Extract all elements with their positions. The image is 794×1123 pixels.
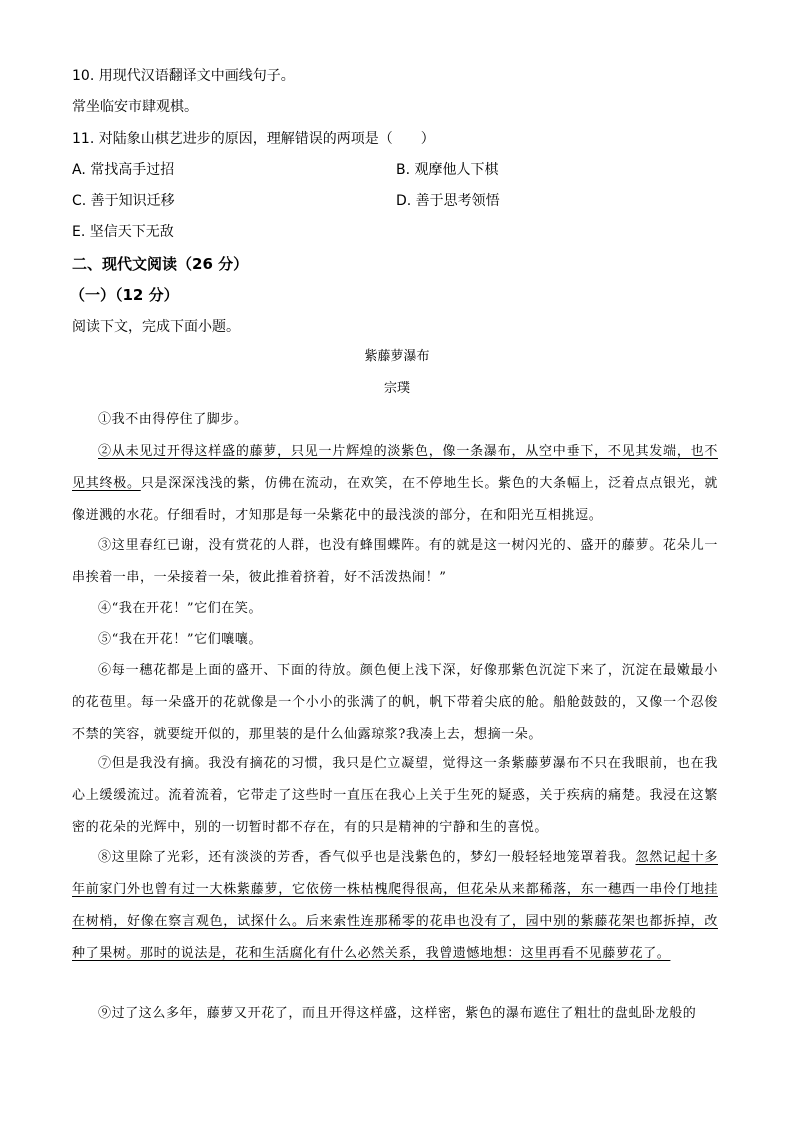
paragraph-9: ⑨过了这么多年，藤萝又开花了，而且开得这样盛，这样密，紫色的瀑布遮住了粗壮的盘虬卧龙般的	[98, 1006, 697, 1021]
part-heading: （一）（12 分）	[70, 286, 179, 304]
option-b: B. 观摩他人下棋	[396, 162, 499, 178]
question-10-label: 10. 用现代汉语翻译文中画线句子。	[72, 68, 295, 84]
paragraph-2-rest: 只是深深浅浅的紫，仿佛在流动，在欢笑，在不停地生长。紫色的大条幅上，泛着点点银光，就像迸溅的水花。仔细看时，才知那是每一朵紫花中的最浅淡的部分，在和阳光互相挑逗。	[72, 476, 718, 523]
paragraph-8	[72, 842, 718, 970]
paragraph-8-start: ⑧这里除了光彩，还有淡淡的芳香，香气似乎也是浅紫色的，梦幻一般轻轻地笼罩着我。	[98, 850, 636, 865]
underlined-passage-8: 忽然记起十多年前家门外也曾有过一大株紫藤萝，它依傍一株枯槐爬得很高，但花朵从来都稀落，东一穗西一串伶仃地挂在树梢，好像在察言观色，试探什么。后来索性连那稀零的花串也没有了，园中别的紫藤花架也都拆掉，改种了果树。那时的说法是，花和生活腐化有什么必然关系，我曾遗憾地想：这里再看不见藤萝花了。	[72, 850, 718, 961]
paragraph-4: ④“我在开花！”它们在笑。	[98, 601, 263, 616]
paragraph-2	[72, 436, 718, 532]
paragraph-5: ⑤“我在开花！”它们嚷嚷。	[98, 632, 263, 647]
question-10-sentence: 常坐临安市肆观棋。	[72, 99, 198, 115]
paragraph-6: ⑥每一穗花都是上面的盛开、下面的待放。颜色便上浅下深，好像那紫色沉淀下来了，沉淀在最嫩最小的花苞里。每一朵盛开的花就像是一个小小的张满了的帆，帆下带着尖底的舱。船舱鼓鼓的，又像一个忍俊不禁的笑容，就要绽开似的，那里装的是什么仙露琼浆?我凑上去，想摘一朵。	[72, 663, 718, 742]
underlined-sentence-2: ②从未见过开得这样盛的藤萝，只见一片辉煌的淡紫色，像一条瀑布，从空中垂下，不见其发端，也不见其终极。	[72, 444, 718, 491]
paragraph-1: ①我不由得停住了脚步。	[98, 412, 248, 427]
article-author: 宗璞	[383, 381, 410, 396]
article-title: 紫藤萝瀑布	[364, 349, 430, 364]
option-c: C. 善于知识迁移	[72, 193, 175, 209]
reading-instruction: 阅读下文，完成下面小题。	[72, 319, 240, 335]
option-a: A. 常找高手过招	[72, 162, 175, 178]
paragraph-3: ③这里春红已谢，没有赏花的人群，也没有蜂围蝶阵。有的就是这一树闪光的、盛开的藤萝。花朵儿一串挨着一串，一朵接着一朵，彼此推着挤着，好不活泼热闹！”	[72, 538, 718, 585]
option-d: D. 善于思考领悟	[396, 193, 500, 209]
question-11-label: 11. 对陆象山棋艺进步的原因，理解错误的两项是（ ）	[72, 131, 435, 147]
section-heading: 二、现代文阅读（26 分）	[72, 255, 249, 273]
option-e: E. 坚信天下无敌	[72, 224, 174, 240]
paragraph-7: ⑦但是我没有摘。我没有摘花的习惯，我只是伫立凝望，觉得这一条紫藤萝瀑布不只在我眼前，也在我心上缓缓流过。流着流着，它带走了这些时一直压在我心上关于生死的疑惑，关于疾病的痛楚。我浸在这繁密的花朵的光辉中，别的一切暂时都不存在，有的只是精神的宁静和生的喜悦。	[72, 756, 718, 835]
